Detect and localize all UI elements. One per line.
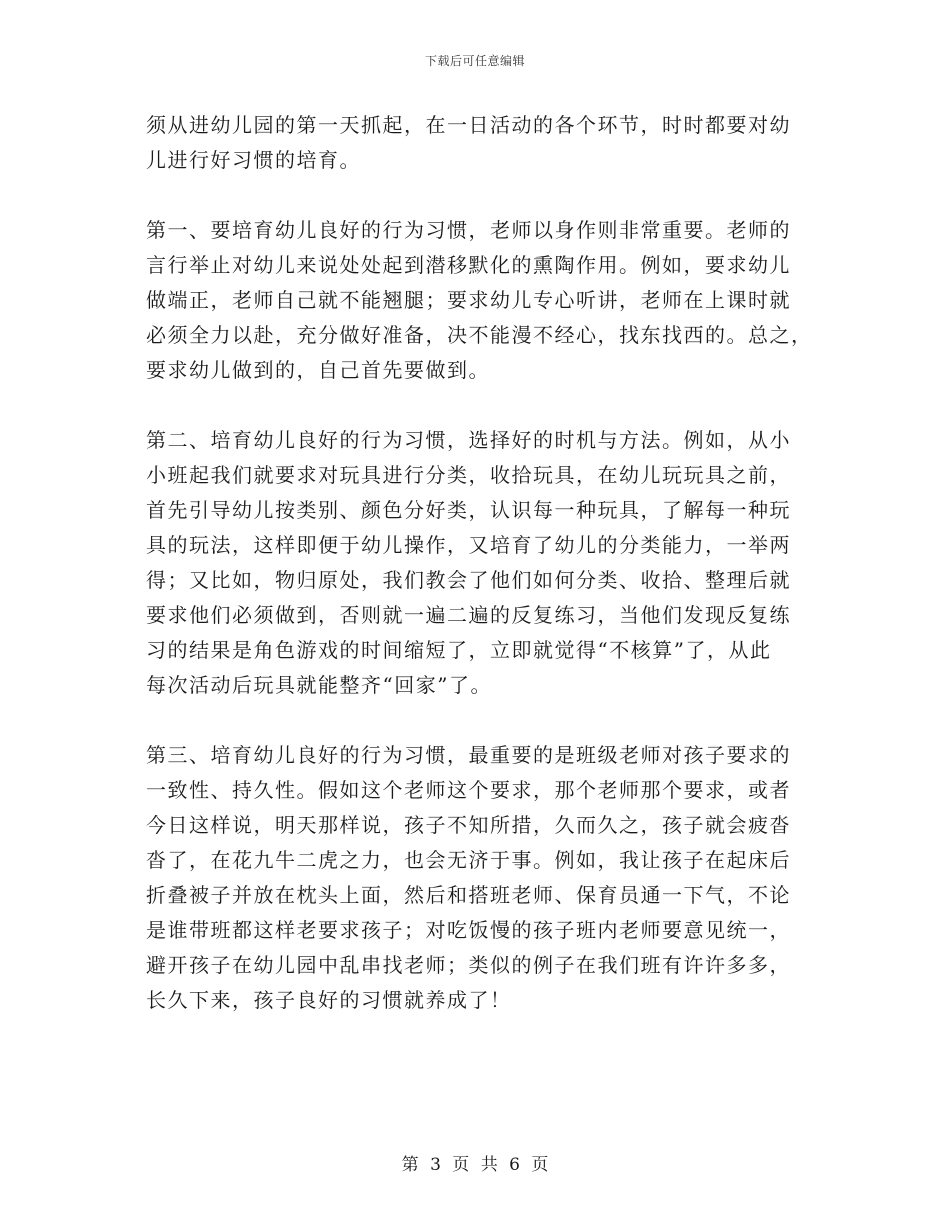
text-line: 须从进幼儿园的第一天抓起，在一日活动的各个环节，时时都要对幼 [146,113,791,137]
paragraph-third-point [146,738,816,1018]
text-line: 要求幼儿做到的，自己首先要做到。 [146,358,490,382]
text-line: 第一、要培育幼儿良好的行为习惯，老师以身作则非常重要。老师的 [146,218,791,242]
text-line: 首先引导幼儿按类别、颜色分好类，认识每一种玩具，了解每一种玩 [146,498,791,522]
text-line: 言行举止对幼儿来说处处起到潜移默化的熏陶作用。例如，要求幼儿 [146,253,791,277]
text-line: 第二、培育幼儿良好的行为习惯，选择好的时机与方法。例如，从小 [146,428,791,452]
text-line: 沓了，在花九牛二虎之力，也会无济于事。例如，我让孩子在起床后 [146,848,791,872]
text-line: 做端正，老师自己就不能翘腿；要求幼儿专心听讲，老师在上课时就 [146,288,791,312]
paragraph-second-point [146,423,816,703]
text-line: 一致性、持久性。假如这个老师这个要求，那个老师那个要求，或者 [146,778,791,802]
text-line: 折叠被子并放在枕头上面，然后和搭班老师、保育员通一下气，不论 [146,883,791,907]
paragraph-first-point [146,213,816,388]
page-header: 下载后可任意编辑 [424,54,525,68]
text-line: 每次活动后玩具就能整齐“回家”了。 [146,673,492,697]
text-line: 避开孩子在幼儿园中乱串找老师；类似的例子在我们班有许许多多， [146,953,791,977]
text-line: 长久下来，孩子良好的习惯就养成了！ [146,988,512,1012]
text-line: 要求他们必须做到，否则就一遍二遍的反复练习，当他们发现反复练 [146,603,791,627]
page-number-footer: 第 3 页 共 6 页 [401,1155,549,1175]
text-line: 小班起我们就要求对玩具进行分类，收拾玩具，在幼儿玩玩具之前， [146,463,791,487]
text-line: 具的玩法，这样即便于幼儿操作，又培育了幼儿的分类能力，一举两 [146,533,791,557]
text-line: 儿进行好习惯的培育。 [146,148,361,172]
text-line: 习的结果是角色游戏的时间缩短了，立即就觉得“不核算”了，从此 [146,638,772,662]
text-line: 今日这样说，明天那样说，孩子不知所措，久而久之，孩子就会疲沓 [146,813,791,837]
text-line: 是谁带班都这样老要求孩子；对吃饭慢的孩子班内老师要意见统一， [146,918,791,942]
paragraph-intro [146,108,816,178]
text-line: 必须全力以赴，充分做好准备，决不能漫不经心，找东找西的。总之， [146,323,813,347]
document-body [146,108,816,1053]
text-line: 得；又比如，物归原处，我们教会了他们如何分类、收拾、整理后就 [146,568,791,592]
text-line: 第三、培育幼儿良好的行为习惯，最重要的是班级老师对孩子要求的 [146,743,791,767]
